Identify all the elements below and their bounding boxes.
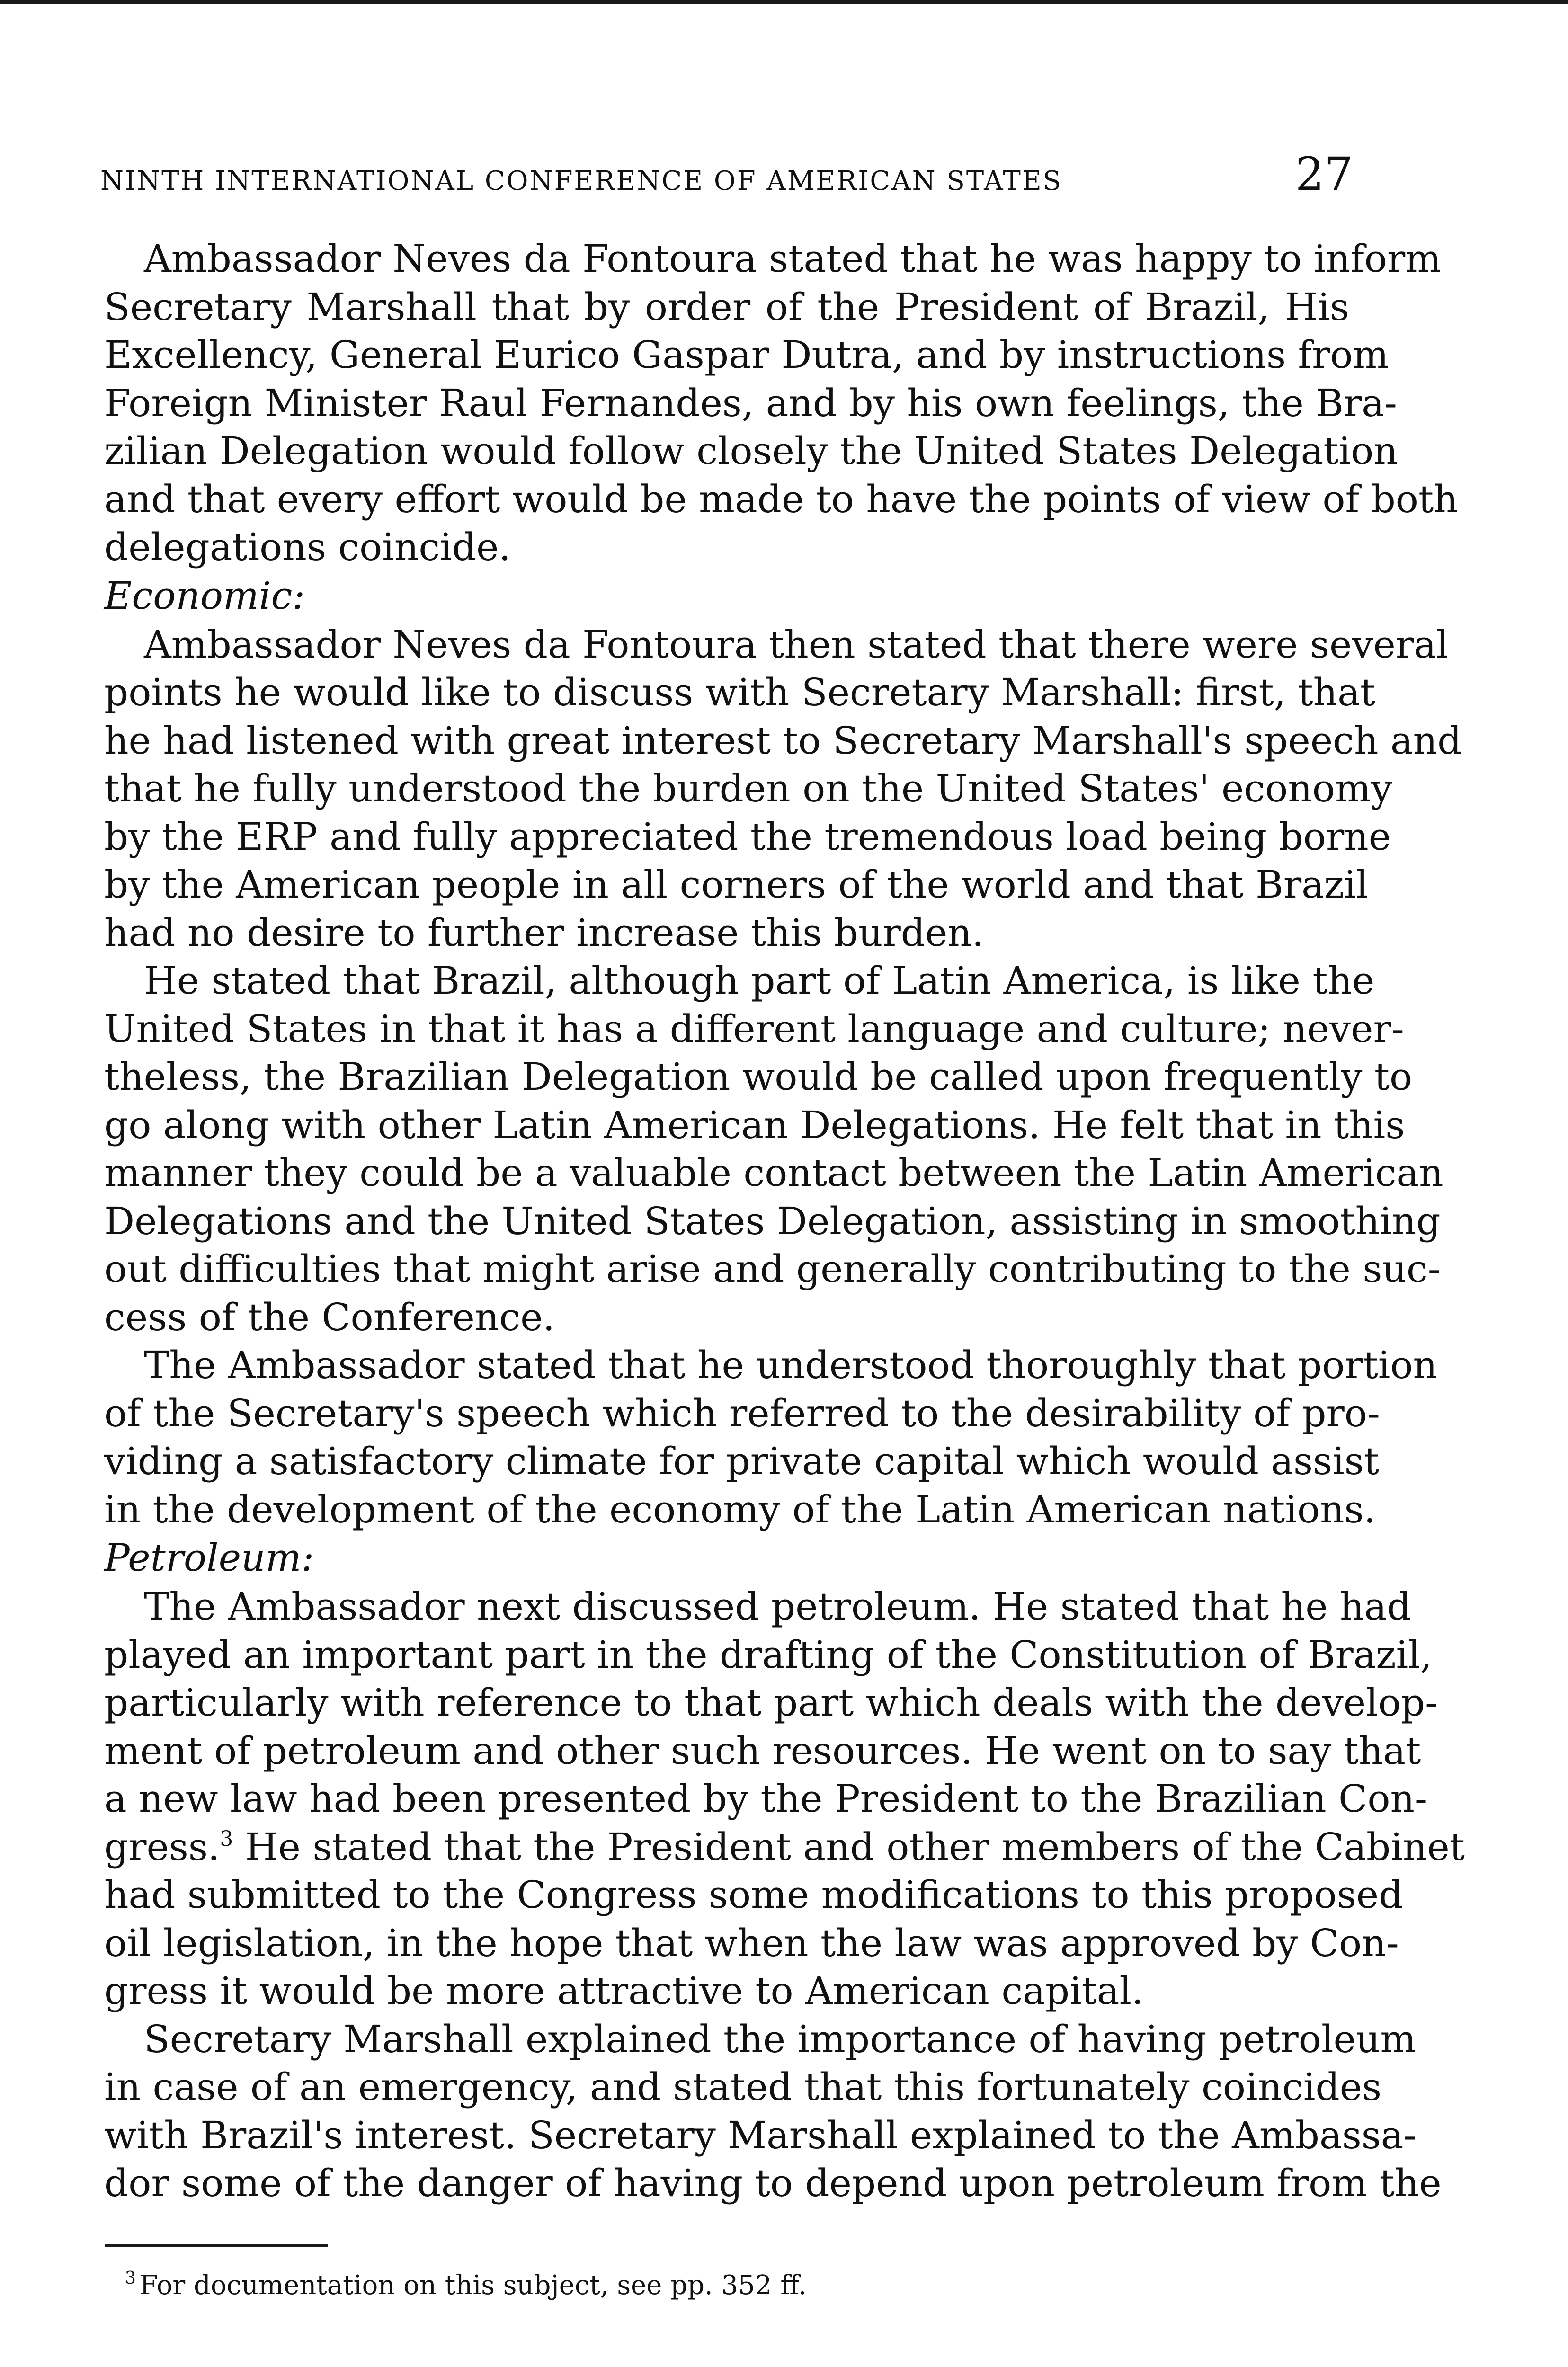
text-line: The Ambassador next discussed petroleum. He stated that he had <box>144 1584 1411 1628</box>
running-title: NINTH INTERNATIONAL CONFERENCE OF AMERICAN STATES <box>100 166 1063 196</box>
text-line: by the ERP and fully appreciated the tremendous load being borne <box>104 814 1391 859</box>
text-line: ment of petroleum and other such resources. He went on to say that <box>104 1728 1421 1773</box>
text-line: delegations coincide. <box>104 525 511 569</box>
text-line: particularly with reference to that part which deals with the develop- <box>104 1681 1438 1725</box>
text-line: oil legislation, in the hope that when the law was approved by Con- <box>104 1921 1399 1965</box>
text-line: had submitted to the Congress some modifications to this proposed <box>104 1873 1403 1917</box>
text-fragment: He stated that the President and other members of the Cabinet <box>233 1824 1465 1869</box>
text-line: The Ambassador stated that he understood thoroughly that portion <box>144 1343 1438 1387</box>
text-line: cess of the Conference. <box>104 1295 555 1339</box>
text-line: in the development of the economy of the Latin American nations. <box>104 1487 1376 1531</box>
text-line: he had listened with great interest to Secretary Marshall's speech and <box>104 718 1462 763</box>
text-line: zilian Delegation would follow closely the United States Delegation <box>104 429 1398 473</box>
text-line: Ambassador Neves da Fontoura then stated that there were several <box>144 622 1449 667</box>
text-line: that he fully understood the burden on the United States' economy <box>104 766 1393 810</box>
text-line: Foreign Minister Raul Fernandes, and by his own feelings, the Bra- <box>104 381 1397 425</box>
text-line: go along with other Latin American Delegations. He felt that in this <box>104 1103 1405 1147</box>
text-line: Ambassador Neves da Fontoura stated that he was happy to inform <box>144 237 1442 281</box>
running-head <box>100 148 1358 208</box>
text-line: by the American people in all corners of the world and that Brazil <box>104 863 1369 907</box>
text-line: Secretary Marshall that by order of the President of Brazil, His <box>104 285 1349 329</box>
footnote-mark: 3 <box>125 2269 136 2288</box>
text-line: Excellency, General Eurico Gaspar Dutra, and by instructions from <box>104 333 1389 377</box>
page-number: 27 <box>1295 148 1353 201</box>
text-line: gress it would be more attractive to American capital. <box>104 1969 1144 2013</box>
text-line: with Brazil's interest. Secretary Marshall explained to the Ambassa- <box>104 2113 1417 2157</box>
footnote-text: For documentation on this subject, see pp. 352 ff. <box>139 2270 807 2301</box>
text-line: a new law had been presented by the President to the Brazilian Con- <box>104 1777 1428 1821</box>
text-line: and that every effort would be made to have the points of view of both <box>104 477 1458 521</box>
top-border-rule <box>0 0 1568 4</box>
footnote-reference[interactable]: 3 <box>220 1826 233 1851</box>
body-text <box>104 235 1465 2207</box>
section-heading-petroleum: Petroleum: <box>104 1536 314 1580</box>
text-line: manner they could be a valuable contact between the Latin American <box>104 1151 1443 1195</box>
text-line: had no desire to further increase this burden. <box>104 910 984 955</box>
text-line: points he would like to discuss with Secretary Marshall: first, that <box>104 670 1375 714</box>
text-line: United States in that it has a different language and culture; never- <box>104 1006 1404 1051</box>
text-line: in case of an emergency, and stated that this fortunately coincides <box>104 2065 1382 2109</box>
text-line: out difficulties that might arise and generally contributing to the suc- <box>104 1247 1441 1291</box>
text-line: viding a satisfactory climate for private capital which would assist <box>104 1439 1379 1483</box>
text-line: dor some of the danger of having to depend upon petroleum from the <box>104 2161 1442 2205</box>
text-line: He stated that Brazil, although part of Latin America, is like the <box>144 959 1375 1003</box>
text-line: of the Secretary's speech which referred to the desirability of pro- <box>104 1391 1380 1435</box>
text-line: Delegations and the United States Delegation, assisting in smoothing <box>104 1199 1441 1243</box>
text-line: theless, the Brazilian Delegation would be called upon frequently to <box>104 1055 1413 1099</box>
footnote-rule <box>105 2244 328 2247</box>
text-line-with-footnote <box>104 1823 1465 1871</box>
section-heading-economic: Economic: <box>104 573 305 618</box>
text-line: played an important part in the drafting of the Constitution of Brazil, <box>104 1632 1433 1677</box>
footnote <box>125 2270 807 2301</box>
text-fragment: gress. <box>104 1824 220 1869</box>
text-line: Secretary Marshall explained the importance of having petroleum <box>144 2017 1417 2061</box>
